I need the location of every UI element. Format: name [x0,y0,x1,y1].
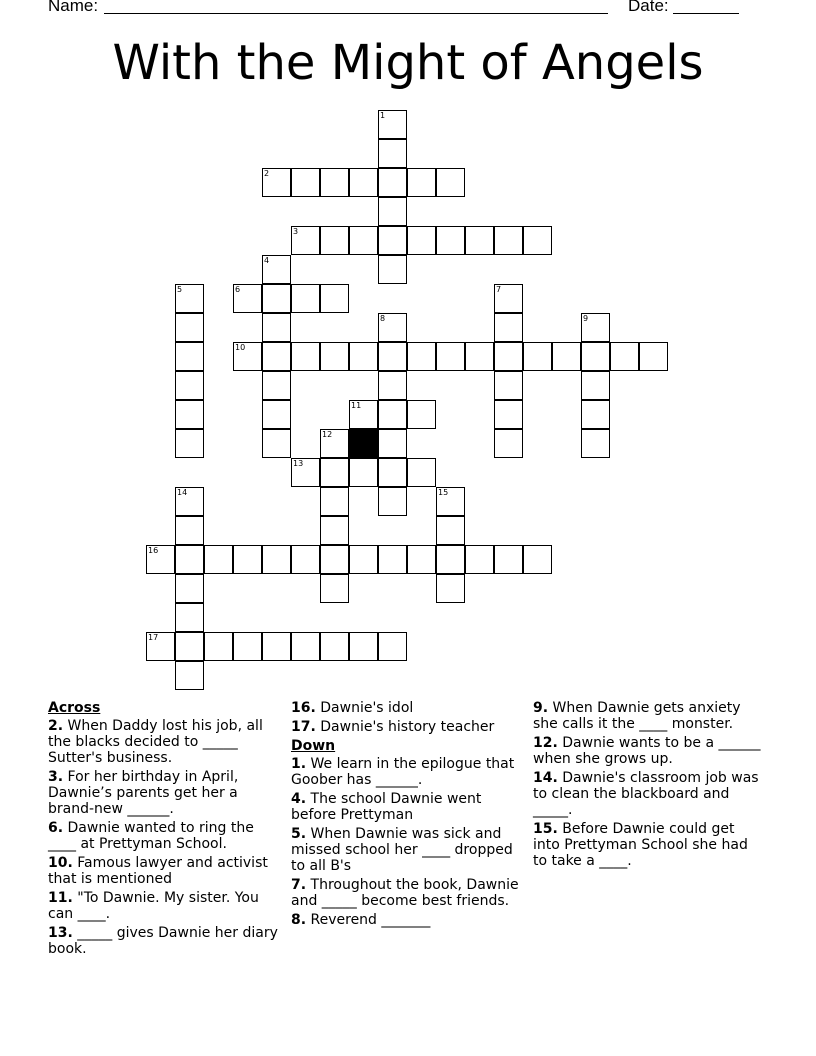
crossword-cell[interactable] [407,342,436,371]
clue-text: Throughout the book, Dawnie and _____ become best friends. [291,877,519,909]
crossword-cell[interactable] [291,284,320,313]
clue-item [48,925,280,957]
clue-number-label: 16. [291,700,316,716]
clue-number-label: 12. [533,735,558,751]
crossword-cell[interactable] [581,371,610,400]
crossword-cell[interactable] [291,632,320,661]
clue-item [533,821,765,869]
clue-text: "To Dawnie. My sister. You can ____. [48,890,259,922]
clue-number-label: 6. [48,820,64,836]
crossword-cell[interactable] [175,400,204,429]
crossword-cell[interactable] [262,313,291,342]
clue-number-label: 14. [533,770,558,786]
crossword-cell[interactable] [407,458,436,487]
crossword-cell[interactable] [494,284,523,313]
crossword-cell[interactable] [349,545,378,574]
clue-number: 4 [264,256,270,265]
clue-item [291,877,527,909]
crossword-cell[interactable] [378,110,407,139]
crossword-cell[interactable] [552,342,581,371]
clue-item [48,890,280,922]
crossword-cell[interactable] [523,545,552,574]
crossword-cell[interactable] [581,429,610,458]
crossword-cell[interactable] [320,487,349,516]
crossword-cell[interactable] [465,545,494,574]
crossword-cell[interactable] [262,342,291,371]
clue-item [291,912,527,928]
crossword-cell[interactable] [436,487,465,516]
clue-number: 13 [293,459,304,468]
crossword-cell[interactable] [407,168,436,197]
clue-number-label: 2. [48,718,64,734]
crossword-cell[interactable] [233,632,262,661]
page-title: With the Might of Angels [112,35,704,91]
crossword-cell[interactable] [233,284,262,313]
clue-number: 3 [293,227,299,236]
crossword-cell[interactable] [349,400,378,429]
clue-item [291,756,527,788]
crossword-cell[interactable] [436,226,465,255]
crossword-cell[interactable] [175,574,204,603]
across-heading: Across [48,700,101,716]
clue-text: Dawnie wanted to ring the ____ at Prettyman School. [48,820,254,852]
clue-item [291,719,527,735]
crossword-cell[interactable] [610,342,639,371]
crossword-cell[interactable] [378,139,407,168]
crossword-cell[interactable] [262,255,291,284]
clue-number: 9 [583,314,589,323]
crossword-cell[interactable] [494,429,523,458]
crossword-cell[interactable] [349,342,378,371]
clue-number: 8 [380,314,386,323]
crossword-cell[interactable] [436,574,465,603]
clue-number: 1 [380,111,386,120]
crossword-cell[interactable] [175,632,204,661]
crossword-cell[interactable] [436,342,465,371]
crossword-cell[interactable] [581,342,610,371]
crossword-cell[interactable] [262,168,291,197]
crossword-cell[interactable] [465,226,494,255]
clue-number: 12 [322,430,333,439]
crossword-cell[interactable] [581,313,610,342]
crossword-cell[interactable] [349,458,378,487]
crossword-cell[interactable] [320,458,349,487]
clue-number-label: 5. [291,826,307,842]
clue-number-label: 13. [48,925,73,941]
clue-text: Dawnie's classroom job was to clean the blackboard and _____. [533,770,759,818]
crossword-cell[interactable] [262,545,291,574]
clue-number: 11 [351,401,362,410]
clue-text: Reverend _______ [306,912,431,928]
black-cell [349,429,378,458]
clue-text: When Dawnie gets anxiety she calls it the ____ monster. [533,700,741,732]
crossword-cell[interactable] [320,168,349,197]
clue-number: 2 [264,169,270,178]
clue-number: 14 [177,488,188,497]
crossword-cell[interactable] [349,226,378,255]
clue-number: 15 [438,488,449,497]
crossword-cell[interactable] [407,400,436,429]
crossword-cell[interactable] [291,168,320,197]
crossword-cell[interactable] [378,632,407,661]
clue-text: When Daddy lost his job, all the blacks decided to _____ Sutter's business. [48,718,263,766]
crossword-cell[interactable] [291,342,320,371]
crossword-cell[interactable] [494,545,523,574]
crossword-cell[interactable] [378,226,407,255]
crossword-cell[interactable] [175,342,204,371]
crossword-cell[interactable] [378,545,407,574]
crossword-cell[interactable] [204,632,233,661]
crossword-cell[interactable] [436,516,465,545]
crossword-cell[interactable] [378,313,407,342]
crossword-cell[interactable] [262,632,291,661]
crossword-cell[interactable] [175,661,204,690]
crossword-cell[interactable] [378,400,407,429]
crossword-cell[interactable] [320,516,349,545]
crossword-cell[interactable] [523,226,552,255]
clue-item [291,826,527,874]
crossword-cell[interactable] [175,545,204,574]
clue-text: Dawnie's idol [315,700,414,716]
crossword-cell[interactable] [407,226,436,255]
crossword-cell[interactable] [494,371,523,400]
crossword-cell[interactable] [349,168,378,197]
crossword-cell[interactable] [494,313,523,342]
crossword-cell[interactable] [378,255,407,284]
date-label: Date: [628,0,669,15]
clue-number: 5 [177,285,183,294]
clue-text: Dawnie wants to be a ______ when she grows up. [533,735,761,767]
crossword-cell[interactable] [523,342,552,371]
clue-number-label: 9. [533,700,549,716]
clue-number: 6 [235,285,241,294]
crossword-cell[interactable] [175,429,204,458]
crossword-cell[interactable] [436,168,465,197]
crossword-cell[interactable] [233,545,262,574]
clue-item [48,855,280,887]
crossword-cell[interactable] [465,342,494,371]
clue-number-label: 10. [48,855,73,871]
crossword-cell[interactable] [233,342,262,371]
clue-item [533,770,765,818]
crossword-cell[interactable] [320,226,349,255]
clue-text: Famous lawyer and activist that is mentioned [48,855,268,887]
clue-number: 17 [148,633,159,642]
crossword-cell[interactable] [204,545,233,574]
clues-column-3 [533,700,765,872]
crossword-cell[interactable] [436,545,465,574]
crossword-cell[interactable] [407,545,436,574]
clue-text: The school Dawnie went before Prettyman [291,791,482,823]
crossword-cell[interactable] [291,458,320,487]
crossword-cell[interactable] [378,487,407,516]
crossword-cell[interactable] [262,284,291,313]
clue-text: Dawnie's history teacher [315,719,495,735]
clues-column-2 [291,700,527,931]
crossword-cell[interactable] [378,342,407,371]
clue-number: 16 [148,546,159,555]
name-label: Name: [48,0,99,15]
clue-number-label: 15. [533,821,558,837]
clue-item [48,769,280,817]
crossword-cell[interactable] [262,400,291,429]
crossword-cell[interactable] [639,342,668,371]
crossword-cell[interactable] [494,226,523,255]
clue-number-label: 8. [291,912,307,928]
clue-item [48,820,280,852]
clue-number-label: 11. [48,890,73,906]
crossword-cell[interactable] [320,574,349,603]
clue-number-label: 17. [291,719,316,735]
clue-item [291,700,527,716]
crossword-cell[interactable] [262,371,291,400]
crossword-cell[interactable] [378,458,407,487]
clue-item [291,791,527,823]
clue-item [48,718,280,766]
crossword-cell[interactable] [320,429,349,458]
crossword-cell[interactable] [320,284,349,313]
crossword-cell[interactable] [262,429,291,458]
clue-number-label: 7. [291,877,307,893]
down-heading: Down [291,738,336,754]
crossword-cell[interactable] [175,284,204,313]
clue-text: _____ gives Dawnie her diary book. [48,925,278,957]
crossword-cell[interactable] [494,342,523,371]
crossword-cell[interactable] [175,371,204,400]
crossword-cell[interactable] [175,487,204,516]
crossword-cell[interactable] [581,400,610,429]
crossword-cell[interactable] [320,545,349,574]
crossword-cell[interactable] [320,632,349,661]
crossword-cell[interactable] [291,545,320,574]
clue-text: Before Dawnie could get into Prettyman School she had to take a ____. [533,821,748,869]
crossword-cell[interactable] [378,168,407,197]
clue-text: For her birthday in April, Dawnie’s parents get her a brand-new ______. [48,769,239,817]
crossword-cell[interactable] [175,516,204,545]
crossword-cell[interactable] [175,313,204,342]
crossword-cell[interactable] [291,226,320,255]
crossword-cell[interactable] [146,632,175,661]
crossword-cell[interactable] [378,429,407,458]
clues-column-1 [48,700,280,960]
clue-number: 7 [496,285,502,294]
crossword-cell[interactable] [349,632,378,661]
clue-item [533,700,765,732]
crossword-cell[interactable] [320,342,349,371]
clue-number-label: 1. [291,756,307,772]
clue-number-label: 3. [48,769,64,785]
crossword-cell[interactable] [378,197,407,226]
clue-text: When Dawnie was sick and missed school her ____ dropped to all B's [291,826,513,874]
crossword-cell[interactable] [378,371,407,400]
clue-text: We learn in the epilogue that Goober has ______. [291,756,515,788]
clue-number-label: 4. [291,791,307,807]
crossword-cell[interactable] [175,603,204,632]
clue-number: 10 [235,343,246,352]
crossword-cell[interactable] [494,400,523,429]
clue-item [533,735,765,767]
crossword-cell[interactable] [146,545,175,574]
